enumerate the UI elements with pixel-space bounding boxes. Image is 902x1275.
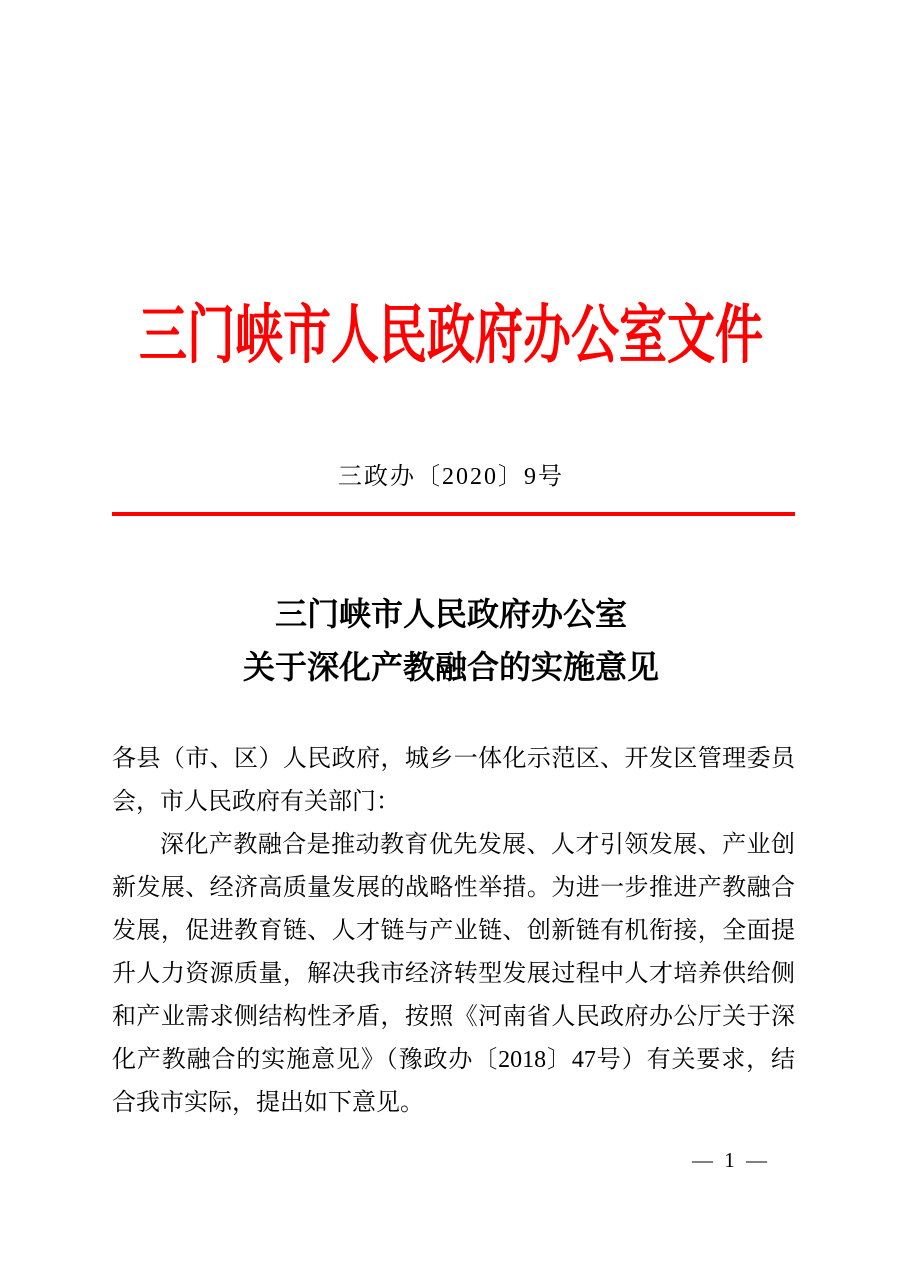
body-text-line: 合我市实际，提出如下意见。 (112, 1090, 424, 1116)
document-body (112, 738, 795, 1125)
body-text-line: 发展，促进教育链、人才链与产业链、创新链有机衔接，全面提 (112, 918, 795, 944)
body-text-line: 各县（市、区）人民政府，城乡一体化示范区、开发区管理委员 (112, 746, 795, 772)
body-text-line: 化产教融合的实施意见》（豫政办〔2018〕47号）有关要求，结 (112, 1047, 795, 1073)
page-number: — 1 — (692, 1148, 770, 1172)
body-text-line: 新发展、经济高质量发展的战略性举措。为进一步推进产教融合 (112, 875, 795, 901)
document-title (0, 588, 902, 694)
document-title-line1: 三门峡市人民政府办公室 (274, 596, 627, 632)
body-text-line: 和产业需求侧结构性矛盾，按照《河南省人民政府办公厅关于深 (112, 1004, 795, 1030)
body-text-line: 深化产教融合是推动教育优先发展、人才引领发展、产业创 (160, 832, 795, 858)
body-text-line: 升人力资源质量，解决我市经济转型发展过程中人才培养供给侧 (112, 961, 795, 987)
document-title-line2: 关于深化产教融合的实施意见 (242, 649, 659, 685)
body-text-line: 会，市人民政府有关部门： (112, 789, 400, 815)
letterhead-divider-line (112, 512, 795, 516)
letterhead-org-title: 三门峡市人民政府办公室文件 (139, 300, 763, 371)
document-number: 三政办〔2020〕9号 (338, 464, 564, 490)
